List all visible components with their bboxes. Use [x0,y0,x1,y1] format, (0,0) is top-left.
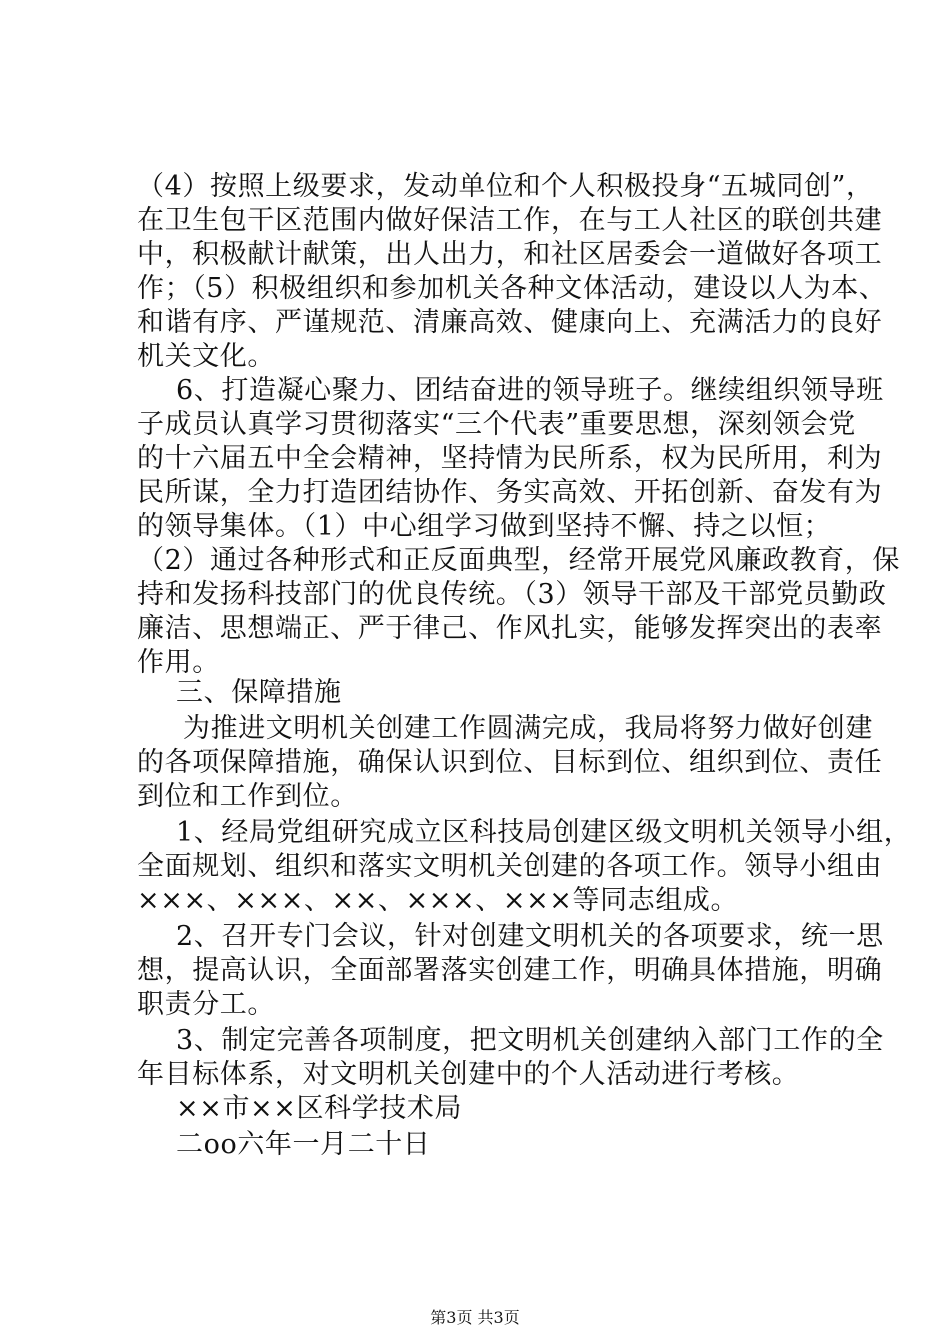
text-line: 全面规划、组织和落实文明机关创建的各项工作。领导小组由 [137,851,883,882]
text-line: 想，提高认识，全面部署落实创建工作，明确具体措施，明确 [137,955,883,986]
text-line: 廉洁、思想端正、严于律己、作风扎实，能够发挥突出的表率 [137,613,883,644]
text-line: 到位和工作到位。 [137,781,358,812]
text-line: 民所谋，全力打造团结协作、务实高效、开拓创新、奋发有为 [137,477,883,508]
section-heading: 三、保障措施 [176,677,342,708]
text-line: （4）按照上级要求，发动单位和个人积极投身“五城同创”， [137,171,874,202]
text-line: 3、制定完善各项制度，把文明机关创建纳入部门工作的全 [176,1025,884,1056]
text-line: ×××、×××、××、×××、×××等同志组成。 [137,885,739,916]
text-line: 中，积极献计献策，出人出力，和社区居委会一道做好各项工 [137,239,883,270]
text-line: 和谐有序、严谨规范、清廉高效、健康向上、充满活力的良好 [137,307,883,338]
text-line: 机关文化。 [137,341,275,372]
page-footer [0,1308,950,1328]
text-line: 在卫生包干区范围内做好保洁工作，在与工人社区的联创共建 [137,205,883,236]
text-line: 作用。 [137,647,220,678]
text-line: 为推进文明机关创建工作圆满完成，我局将努力做好创建 [183,713,873,744]
signature-organization: ××市××区科学技术局 [176,1093,463,1124]
text-line: 职责分工。 [137,989,275,1020]
text-line: 的各项保障措施，确保认识到位、目标到位、组织到位、责任 [137,747,883,778]
text-line: 的十六届五中全会精神，坚持情为民所系，权为民所用，利为 [137,443,883,474]
text-line: （2）通过各种形式和正反面典型，经常开展党风廉政教育，保 [137,545,900,576]
text-line: 1、经局党组研究成立区科技局创建区级文明机关领导小组， [176,817,912,848]
signature-date: 二oo六年一月二十日 [176,1129,431,1160]
text-line: 2、召开专门会议，针对创建文明机关的各项要求，统一思 [176,921,884,952]
page-number: 第3页 共3页 [430,1308,520,1327]
text-line: 子成员认真学习贯彻落实“三个代表”重要思想，深刻领会党 [137,409,856,440]
text-line: 的领导集体。（1）中心组学习做到坚持不懈、持之以恒； [137,511,832,542]
text-line: 6、打造凝心聚力、团结奋进的领导班子。继续组织领导班 [176,375,884,406]
text-line: 持和发扬科技部门的优良传统。（3）领导干部及干部党员勤政 [137,579,887,610]
text-line: 作；（5）积极组织和参加机关各种文体活动，建设以人为本、 [137,273,887,304]
text-line: 年目标体系，对文明机关创建中的个人活动进行考核。 [137,1059,800,1090]
